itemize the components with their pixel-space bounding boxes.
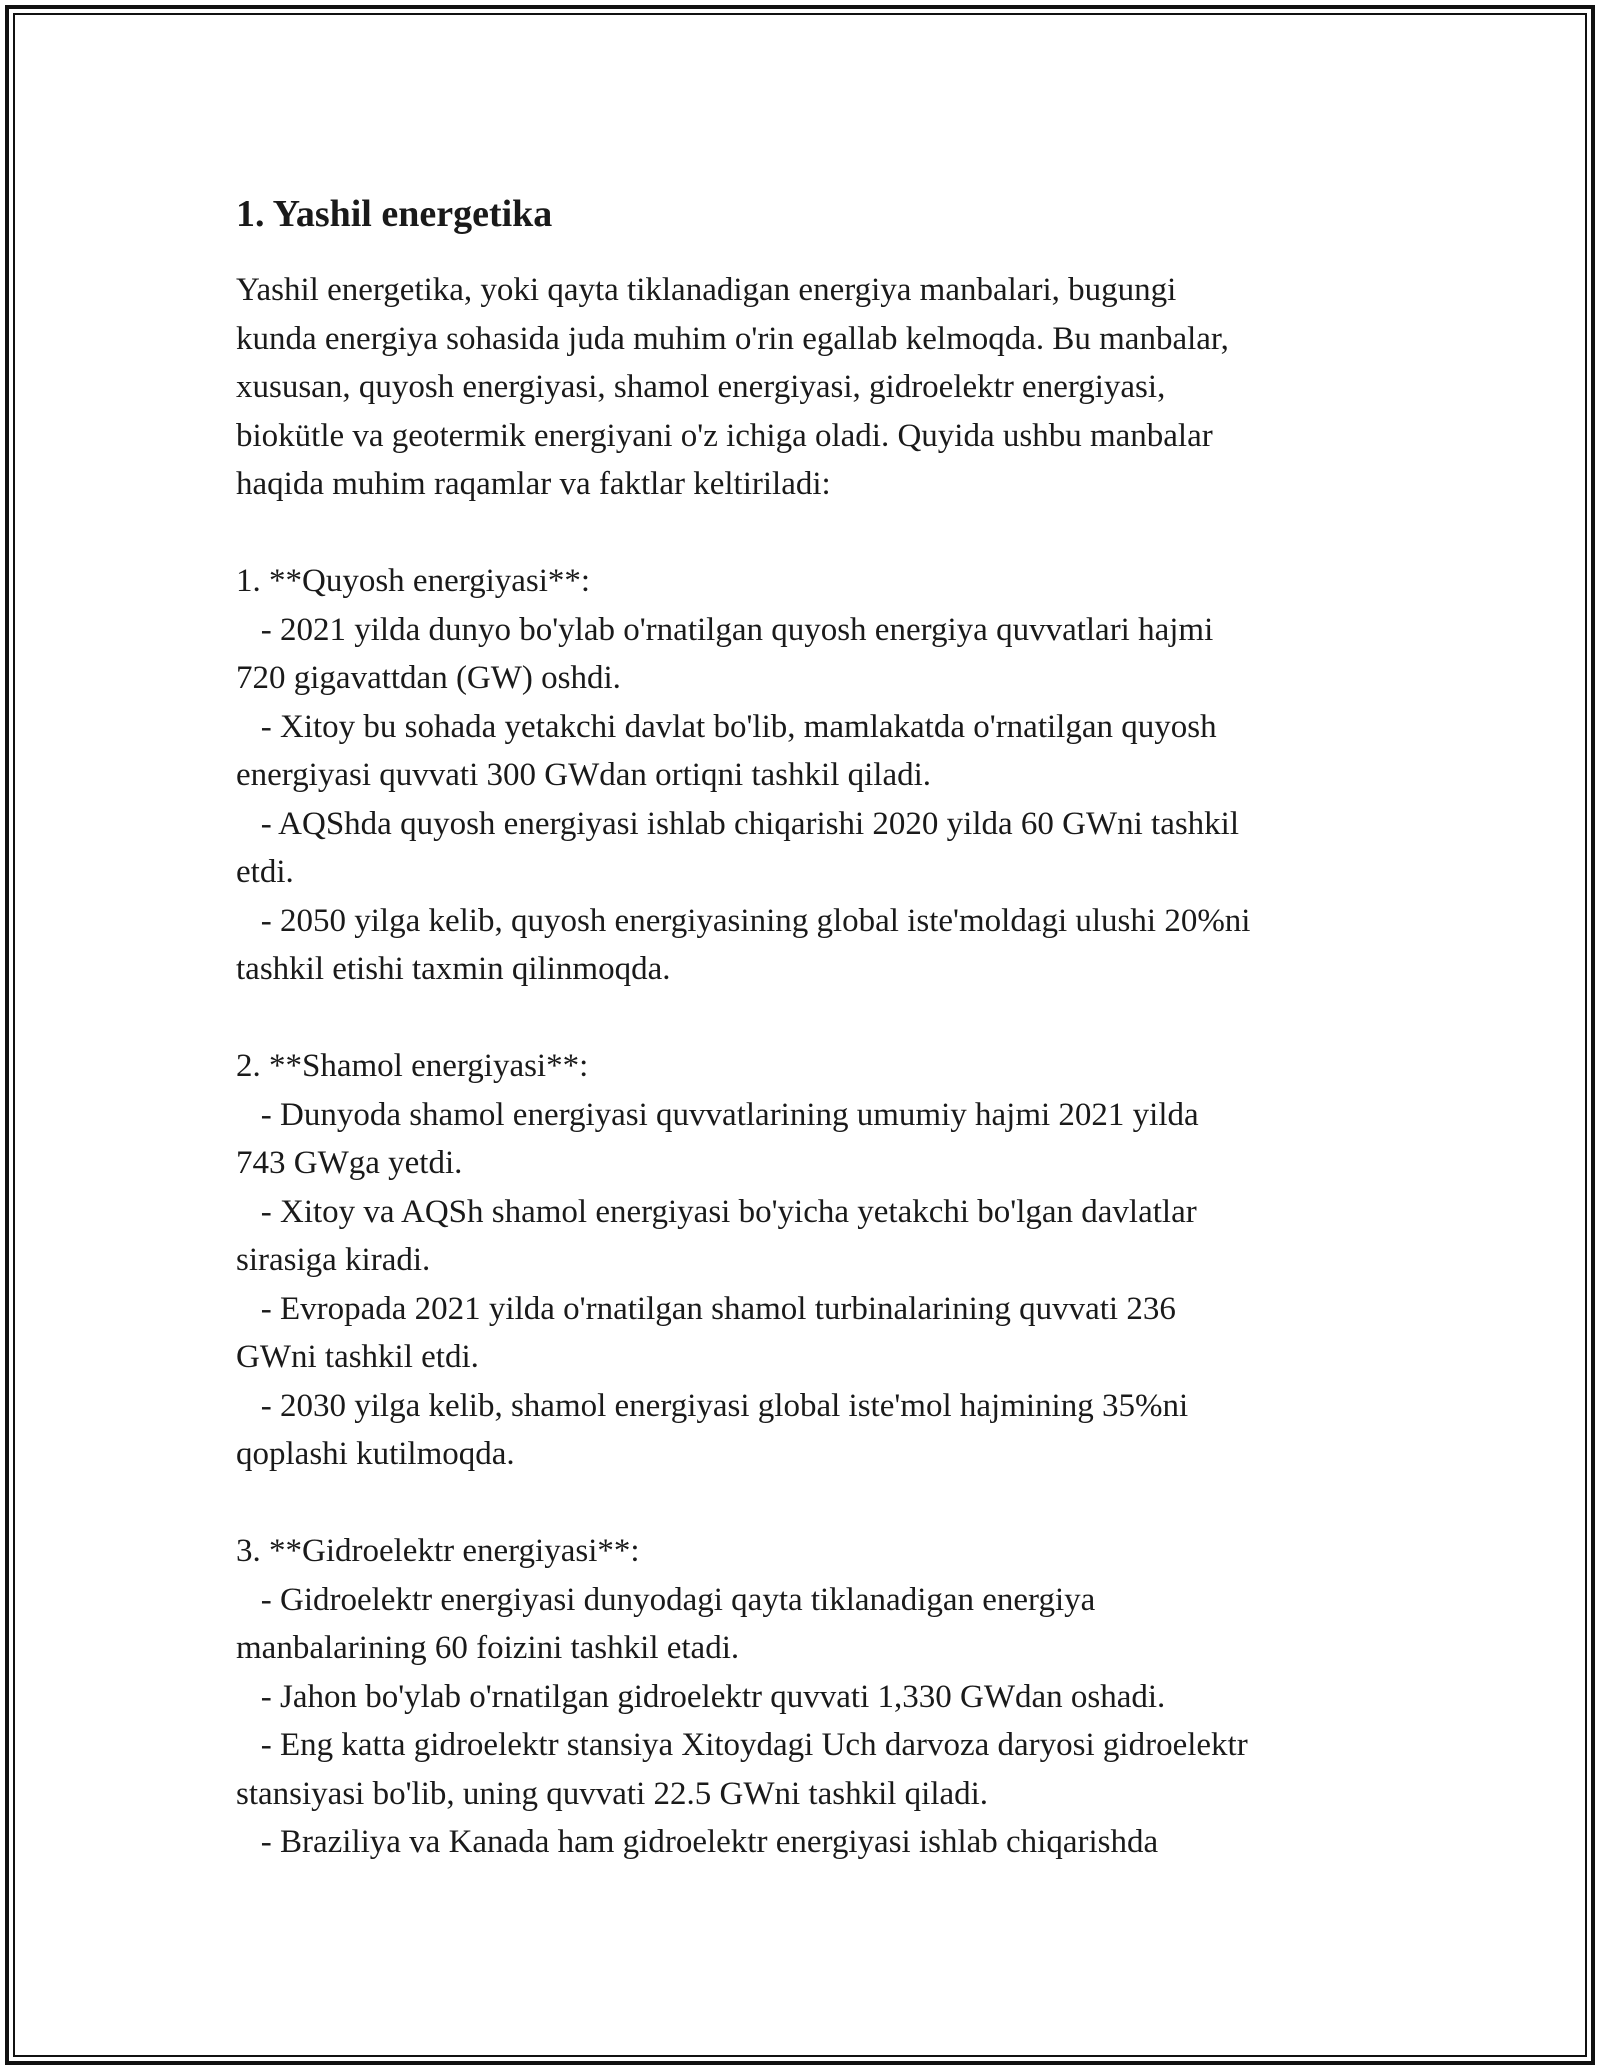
document-content bbox=[236, 188, 1386, 1867]
section-heading: 1. Yashil energetika bbox=[236, 193, 553, 235]
document-body-text: Yashil energetika, yoki qayta tiklanadigan energiya manbalari, bugungi kunda energiya sohasida juda muhim o'rin egallab kelmoqda. Bu manbalar, xususan, quyosh energiyasi, shamol energiyasi, gidroelektr energiyasi, biokütle va geotermik energiyani o'z ichiga oladi. Quyida ushbu manbalar haqida muhim raqamlar va faktlar keltiriladi: 1. **Quyosh energiyasi**: - 2021 yilda dunyo bo'ylab o'rnatilgan quyosh energiya quvvatlari hajmi 720 gigavattdan (GW) oshdi. - Xitoy bu sohada yetakchi davlat bo'lib, mamlakatda o'rnatilgan quyosh energiyasi quvvati 300 GWdan ortiqni tashkil qiladi. - AQShda quyosh energiyasi ishlab chiqarishi 2020 yilda 60 GWni tashkil etdi. - 2050 yilga kelib, quyosh energiyasining global iste'moldagi ulushi 20%ni tashkil etishi taxmin qilinmoqda. 2. **Shamol energiyasi**: - Dunyoda shamol energiyasi quvvatlarining umumiy hajmi 2021 yilda 743 GWga yetdi. - Xitoy va AQSh shamol energiyasi bo'yicha yetakchi bo'lgan davlatlar sirasiga kiradi. - Evropada 2021 yilda o'rnatilgan shamol turbinalarining quvvati 236 GWni tashkil etdi. - 2030 yilga kelib, shamol energiyasi global iste'mol hajmining 35%ni qoplashi kutilmoqda. 3. **Gidroelektr energiyasi**: - Gidroelektr energiyasi dunyodagi qayta tiklanadigan energiya manbalarining 60 foizini tashkil etadi. - Jahon bo'ylab o'rnatilgan gidroelektr quvvati 1,330 GWdan oshadi. - Eng katta gidroelektr stansiya Xitoydagi Uch darvoza daryosi gidroelektr stansiyasi bo'lib, uning quvvati 22.5 GWni tashkil qiladi. - Braziliya va Kanada ham gidroelektr energiyasi ishlab chiqarishda bbox=[236, 272, 1251, 1860]
